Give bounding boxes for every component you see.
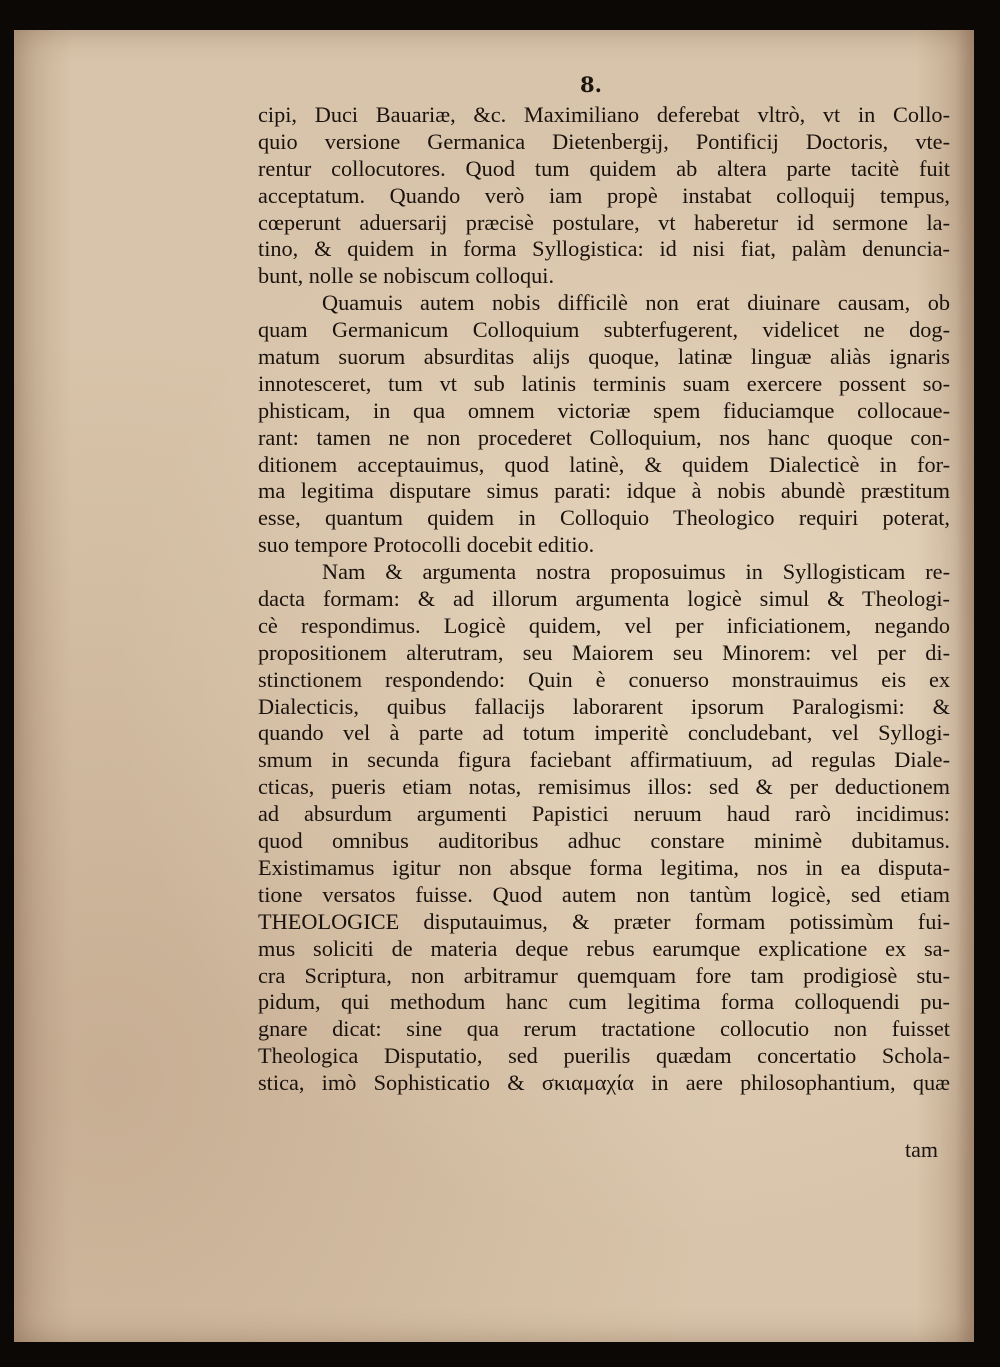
page-edge-shadow — [956, 30, 974, 1342]
page-number: 8. — [580, 72, 602, 97]
text-line: ad absurdum argumenti Papistici neruum haud rarò incidimus: — [258, 801, 950, 827]
text-line: propositionem alterutram, seu Maiorem seu Minorem: vel per di- — [258, 639, 950, 665]
text-line: esse, quantum quidem in Colloquio Theologico requiri poterat, — [258, 505, 950, 531]
text-line: cra Scriptura, non arbitramur quemquam fore tam prodigiosè stu- — [258, 962, 950, 988]
text-line: pidum, qui methodum hanc cum legitima forma colloquendi pu- — [258, 989, 950, 1015]
text-line: innotesceret, tum vt sub latinis terminis suam exercere possent so- — [258, 370, 950, 396]
text-line: ditionem acceptauimus, quod latinè, & quidem Dialecticè in for- — [258, 451, 950, 477]
text-line: cipi, Duci Bauariæ, &c. Maximiliano deferebat vltrò, vt in Collo- — [258, 102, 950, 127]
text-line: THEOLOGICE disputauimus, & præter formam potissimùm fui- — [258, 908, 950, 934]
catchword: tam — [905, 1137, 938, 1162]
text-line: tione versatos fuisse. Quod autem non tantùm logicè, sed etiam — [258, 881, 950, 907]
text-line: cè respondimus. Logicè quidem, vel per inficiationem, negando — [258, 612, 950, 638]
text-line: quod omnibus auditoribus adhuc constare minimè dubitamus. — [258, 828, 950, 854]
text-line: dacta formam: & ad illorum argumenta logicè simul & Theologi- — [258, 586, 950, 612]
text-line: suo tempore Protocolli docebit editio. — [258, 532, 595, 558]
text-line: bunt, nolle se nobiscum colloqui. — [258, 263, 555, 289]
text-line: smum in secunda figura faciebant affirmatiuum, ad regulas Diale- — [258, 747, 950, 773]
text-line: tino, & quidem in forma Syllogistica: id nisi fiat, palàm denuncia- — [258, 236, 950, 262]
text-line: cœperunt aduersarij præcisè postulare, vt haberetur id sermone la- — [258, 209, 950, 235]
text-line: quam Germanicum Colloquium subterfugerent, videlicet ne dog- — [258, 317, 950, 343]
text-line: gnare dicat: sine qua rerum tractatione collocutio non fuisset — [258, 1016, 950, 1042]
text-line: Nam & argumenta nostra proposuimus in Syllogisticam re- — [322, 559, 950, 585]
text-line: Theologica Disputatio, sed puerilis quædam concertatio Schola- — [258, 1043, 950, 1069]
text-line: phisticam, in qua omnem victoriæ spem fiduciamque collocaue- — [258, 397, 950, 423]
text-line: stica, imò Sophisticatio & σκιαμαχία in aere philosophantium, quæ — [258, 1070, 950, 1096]
text-line: rentur collocutores. Quod tum quidem ab altera parte tacitè fuit — [258, 155, 950, 181]
text-line: ma legitima disputare simus parati: idque à nobis abundè præstitum — [258, 478, 950, 504]
text-line: rant: tamen ne non procederet Colloquium, nos hanc quoque con- — [258, 424, 950, 450]
text-line: quando vel à parte ad totum imperitè concludebant, vel Syllogi- — [258, 720, 950, 746]
text-line: matum suorum absurditas alijs quoque, latinæ linguæ aliàs ignaris — [258, 344, 950, 370]
text-line: cticas, pueris etiam notas, remisimus illos: sed & per deductionem — [258, 774, 950, 800]
text-line: Quamuis autem nobis difficilè non erat diuinare causam, ob — [322, 290, 950, 316]
text-line: Dialecticis, quibus fallacijs laborarent ipsorum Paralogismi: & — [258, 693, 950, 719]
text-line: stinctionem respondendo: Quin è conuerso monstrauimus eis ex — [258, 666, 950, 692]
text-line: acceptatum. Quando verò iam propè instabat colloquij tempus, — [258, 182, 950, 208]
body-text — [258, 102, 950, 1097]
text-line: quio versione Germanica Dietenbergij, Pontificij Doctoris, vte- — [258, 128, 950, 154]
text-line: mus soliciti de materia deque rebus earumque explicatione ex sa- — [258, 935, 950, 961]
text-line: Existimamus igitur non absque forma legitima, nos in ea disputa- — [258, 854, 950, 880]
